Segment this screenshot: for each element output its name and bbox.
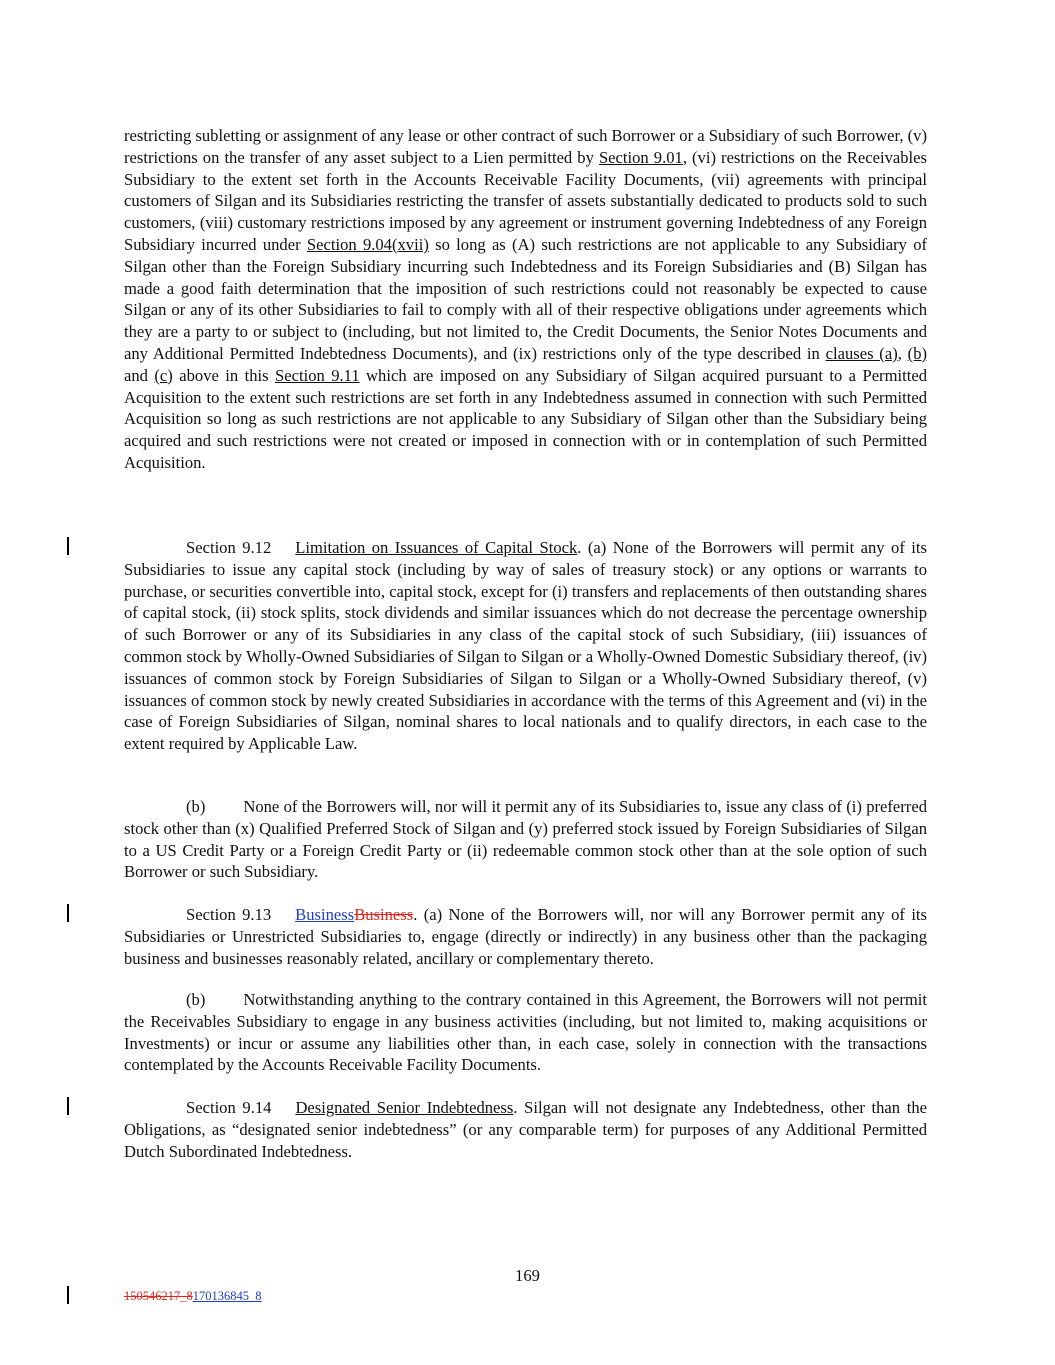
section-9-12 [124,537,927,755]
section-body: . Silgan will not designate any Indebtedness, other than the Obligations, as “designated senior indebtedness” (or any comparable term) for purposes of any Additional Permitted Dutch Subordinated Indebtedness. [124,1098,927,1161]
change-bar [67,1286,69,1304]
change-bar [67,904,69,922]
text-run: , (vi) restrictions on the Receivables Subsidiary to the extent set forth in the Accounts Receivable Facility Documents, (vii) agreements with principal customers of Silgan and its Subsidiaries restricting the transfer of assets substantially dedicated to products sold to such customers, (viii) customary restrictions imposed by any agreement or instrument governing Indebtedness of any Foreign Subsidiary incurred under [124,147,927,254]
section-title: Designated Senior Indebtedness [295,1098,514,1117]
clause-reference: clauses (a) [825,343,898,363]
change-bar [67,537,69,555]
text-run: which are imposed on any Subsidiary of Silgan acquired pursuant to a Permitted Acquisition to the extent such restrictions are set forth in any Indebtedness assumed in connection with such Permitted Acquisition so long as such restrictions are not applicable to any Subsidiary of Silgan other than the Subsidiary being acquired and such restrictions were not created or imposed in connection with or in contemplation of such Permitted Acquisition. [124,365,927,472]
text-run: , [897,343,908,363]
section-body: . (a) None of the Borrowers will, nor will any Borrower permit any of its Subsidiaries or Unrestricted Subsidiaries to, engage (directly or indirectly) in any business other than the packaging business and businesses reasonably related, ancillary or complementary thereto. [124,905,927,968]
section-9-13-b [124,989,927,1076]
section-number: Section 9.13 [186,905,272,924]
text-run: so long as (A) such restrictions are not applicable to any Subsidiary of Silgan other than the Foreign Subsidiary incurring such Indebtedness and its Foreign Subsidiaries and (B) Silgan has made a good faith determination that the imposition of such restrictions could not reasonably be expected to cause Silgan or any of its other Subsidiaries to fail to comply with all of their respective obligations under agreements which they are a party to or subject to (including, but not limited to, the Credit Documents, the Senior Notes Documents and any Additional Permitted Indebtedness Documents), and (ix) restrictions only of the type described in [124,234,928,363]
clause-body: None of the Borrowers will, nor will it permit any of its Subsidiaries to, issue any class of (i) preferred stock other than (x) Qualified Preferred Stock of Silgan and (y) preferred stock issued by Foreign Subsidiaries of Silgan to a US Credit Party or a Foreign Credit Party or (ii) redeemable common stock other than at the sole option of such Borrower or such Subsidiary. [124,797,927,882]
clause-label: (b) [186,797,206,816]
deleted-title: Business [354,905,414,924]
continued-paragraph [124,125,927,474]
inserted-doc-id: 170136845_8 [192,1289,262,1303]
document-id [124,1289,262,1304]
deleted-doc-id: 150546217_8 [124,1289,193,1303]
clause-body: Notwithstanding anything to the contrary contained in this Agreement, the Borrowers will not permit the Receivables Subsidiary to engage in any business activities (including, but not limited to, making acquisitions or Investments) or incur or assume any liabilities other than, in each case, solely in connection with the transactions contemplated by the Accounts Receivable Facility Documents. [124,990,927,1075]
text-run: and [124,365,155,385]
text-run: restricting subletting or assignment of any lease or other contract of such Borrower or a Subsidiary of such Borrower, (v) restrictions on the transfer of any asset subject to a Lien permitted by [124,126,927,167]
section-reference: Section 9.11 [275,365,360,385]
section-number: Section 9.14 [186,1098,272,1117]
change-bar [67,1097,69,1115]
section-number: Section 9.12 [186,538,272,557]
clause-label: (b) [186,990,206,1009]
clause-reference: (b) [907,343,928,363]
inserted-title: Business [295,905,355,924]
section-9-13 [124,904,927,969]
section-reference: Section 9.04(xvii) [306,234,429,254]
section-body: . (a) None of the Borrowers will permit any of its Subsidiaries to issue any capital stock (including by way of sales of treasury stock) or any options or warrants to purchase, or securities convertible into, capital stock, except for (i) transfers and replacements of then outstanding shares of capital stock, (ii) stock splits, stock dividends and similar issuances which do not decrease the percentage ownership of such Borrower or any of its Subsidiaries in any class of the capital stock of such Subsidiary, (iii) issuances of common stock by Wholly-Owned Subsidiaries of Silgan to Silgan or a Wholly-Owned Domestic Subsidiary thereof, (iv) issuances of common stock by Foreign Subsidiaries of Silgan to Silgan or a Wholly-Owned Subsidiary thereof, (v) issuances of common stock by newly created Subsidiaries in accordance with the terms of this Agreement and (vi) in the case of Foreign Subsidiaries of Silgan, nominal shares to local nationals and to qualify directors, in each case to the extent required by Applicable Law. [124,538,927,754]
clause-reference: (c) [154,365,173,385]
page-number: 169 [515,1266,540,1285]
section-title: Limitation on Issuances of Capital Stock [295,538,578,557]
section-reference: Section 9.01 [598,147,683,167]
section-9-14 [124,1097,927,1162]
section-9-12-b [124,796,927,883]
text-run: above in this [172,365,276,385]
